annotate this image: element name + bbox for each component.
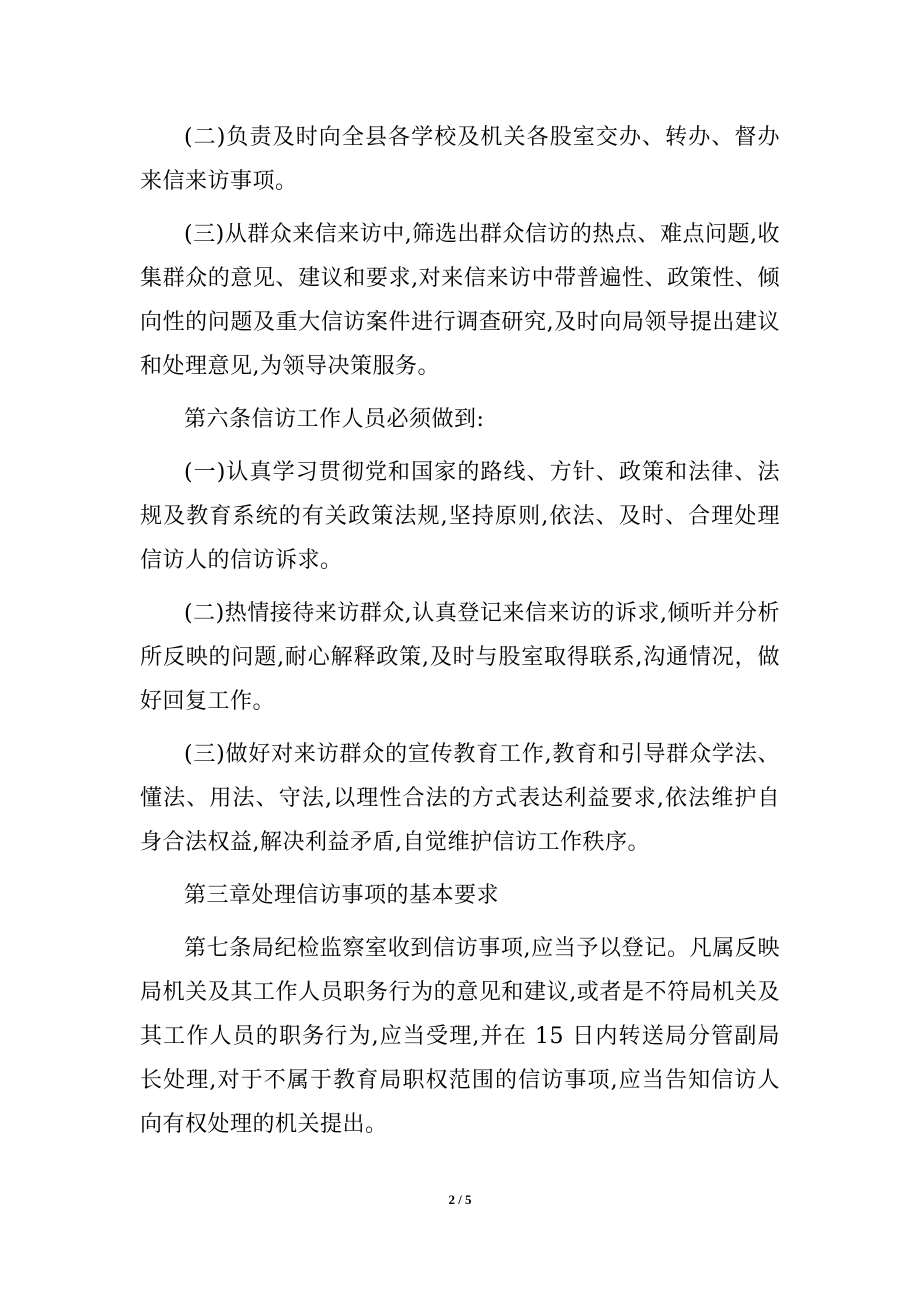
paragraph-requirement-2: (二)热情接待来访群众,认真登记来信来访的诉求,倾听并分析所反映的问题,耐心解释政策,及时与股室取得联系,沟通情况，做好回复工作。 [140, 601, 780, 714]
paragraph-requirement-3: (三)做好对来访群众的宣传教育工作,教育和引导群众学法、懂法、用法、守法,以理性合法的方式表达利益要求,依法维护自身合法权益,解决利益矛盾,自觉维护信访工作秩序。 [140, 742, 780, 855]
paragraph-requirement-1: (一)认真学习贯彻党和国家的路线、方针、政策和法律、法规及教育系统的有关政策法规,坚持原则,依法、及时、合理处理信访人的信访诉求。 [140, 460, 780, 573]
chapter-3-heading: 第三章处理信访事项的基本要求 [184, 883, 500, 908]
paragraph-duty-2: (二)负责及时向全县各学校及机关各股室交办、转办、督办来信来访事项。 [140, 125, 780, 194]
article-7-paragraph: 第七条局纪检监察室收到信访事项,应当予以登记。凡属反映局机关及其工作人员职务行为的意见和建议,或者是不符局机关及其工作人员的职务行为,应当受理,并在 15 日内转送局分管副局长处理,对于不属于教育局职权范围的信访事项,应当告知信访人向有权处理的机关提出。 [140, 936, 780, 1137]
paragraph-duty-3: (三)从群众来信来访中,筛选出群众信访的热点、难点问题,收集群众的意见、建议和要求,对来信来访中带普遍性、政策性、倾向性的问题及重大信访案件进行调查研究,及时向局领导提出建议和处理意见,为领导决策服务。 [140, 222, 780, 379]
article-6-heading: 第六条信访工作人员必须做到: [184, 407, 485, 432]
document-body [140, 116, 780, 1156]
page-number: 2 / 5 [448, 1192, 472, 1207]
